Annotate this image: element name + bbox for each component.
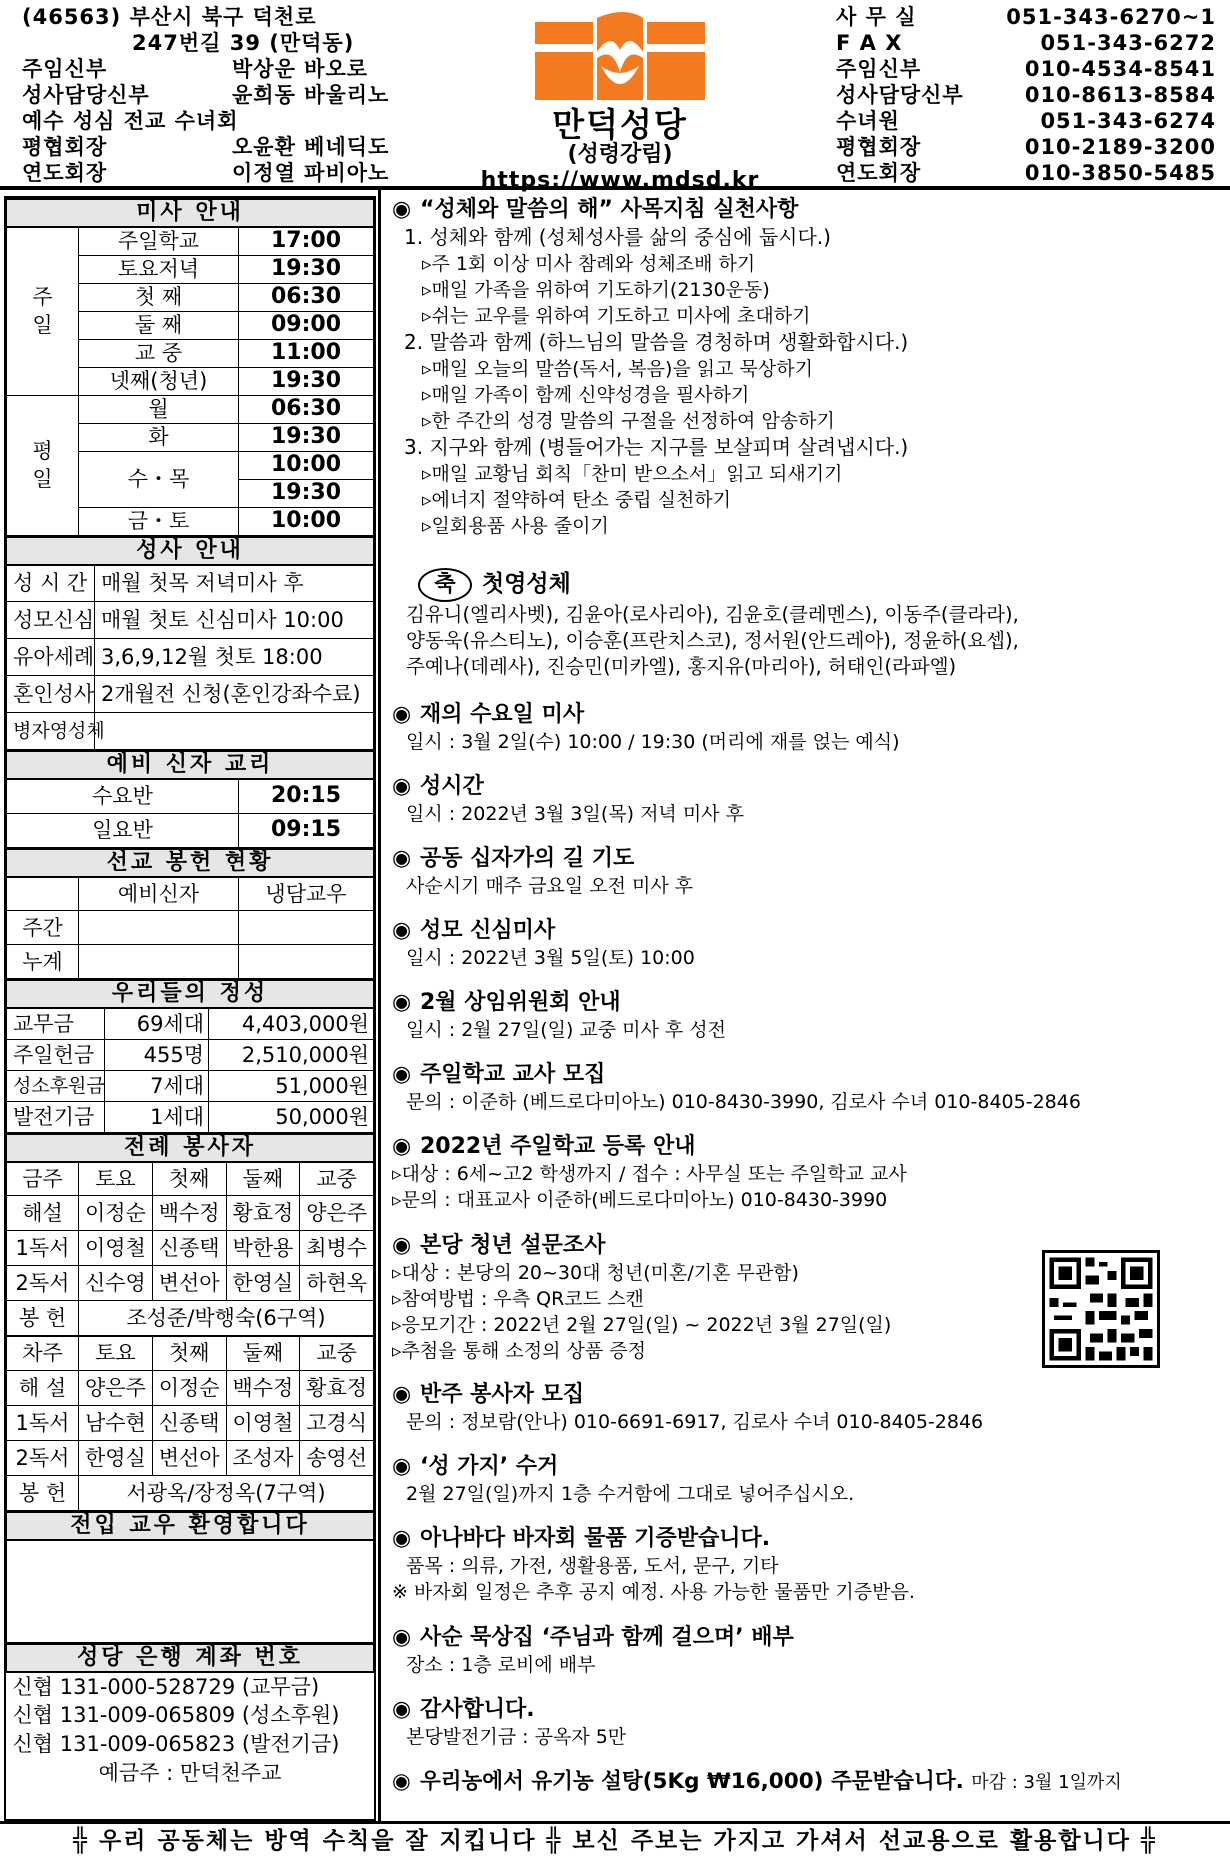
guideline-item: ▹매일 교황님 회칙「찬미 받으소서」읽고 되새기기 xyxy=(422,463,843,485)
sacrament-key: 성모신심 xyxy=(7,602,95,639)
notice-line: 문의 : 정보람(안나) 010-6691-6917, 김로사 수녀 010-8405-2846 xyxy=(406,1411,984,1433)
sacrament-value: 2개월전 신청(혼인강좌수료) xyxy=(95,676,374,713)
notice-line: ▹추첨을 통해 소정의 상품 증정 xyxy=(392,1340,646,1362)
class-time: 20:15 xyxy=(239,779,374,813)
bullet-icon: ◉ xyxy=(392,1526,412,1551)
notice-line: ▹참여방법 : 우측 QR코드 스캔 xyxy=(392,1288,644,1310)
notice-title: ◉ 재의 수요일 미사 xyxy=(392,702,585,727)
bullet-icon: ◉ xyxy=(392,1233,412,1258)
mission-col-header: 예비신자 xyxy=(79,877,239,911)
offering-count: 1세대 xyxy=(105,1101,209,1132)
bullet-icon: ◉ xyxy=(392,197,412,222)
servers-title: 전례 봉사자 xyxy=(7,1134,374,1162)
staff-name: 윤희동 바울리노 xyxy=(232,83,390,107)
guideline-head: 3. 지구와 함께 (병들어가는 지구를 보살피며 살려냅시다.) xyxy=(404,435,909,459)
bank-table xyxy=(6,1643,374,1788)
notice-title: ◉ 반주 봉사자 모집 xyxy=(392,1382,585,1407)
contact-number: 051-343-6270~1 xyxy=(1006,5,1216,29)
header-center xyxy=(470,10,770,194)
server-name: 이영철 xyxy=(79,1231,153,1266)
servers-head: 교중 xyxy=(300,1336,374,1371)
notice-accompanist xyxy=(392,1381,1222,1435)
bullet-icon: ◉ xyxy=(392,702,412,727)
mass-name: 둘 째 xyxy=(79,311,239,339)
sunday-label: 주일 xyxy=(7,227,79,395)
mission-cell xyxy=(79,945,239,979)
sacrament-value: 매월 첫목 저녁미사 후 xyxy=(95,565,374,602)
notice-line: ▹문의 : 대표교사 이준하(베드로다미아노) 010-8430-3990 xyxy=(392,1189,888,1211)
catechumen-table xyxy=(6,750,374,848)
mass-name: 넷째(청년) xyxy=(79,367,239,395)
guideline-item: ▹일회용품 사용 줄이기 xyxy=(422,515,609,537)
mass-name: 주일학교 xyxy=(79,227,239,255)
mass-title: 미사 안내 xyxy=(7,199,374,227)
mass-time: 19:30 xyxy=(239,367,374,395)
notice-palm-collection xyxy=(392,1453,1222,1507)
server-name: 신수영 xyxy=(79,1266,153,1301)
server-name: 황효정 xyxy=(226,1196,300,1231)
contact-label: F A X xyxy=(836,31,903,55)
notice-marian-mass xyxy=(392,917,1222,971)
mass-name: 첫 째 xyxy=(79,283,239,311)
server-name: 양은주 xyxy=(300,1196,374,1231)
bullet-icon: ◉ xyxy=(392,1625,412,1650)
server-name: 이정순 xyxy=(79,1196,153,1231)
header-left-info xyxy=(22,4,422,186)
mass-time: 17:00 xyxy=(239,227,374,255)
notice-title: ◉ 사순 묵상집 ‘주님과 함께 걸으며’ 배부 xyxy=(392,1625,794,1650)
first-communion xyxy=(392,566,1222,680)
offering-amount: 51,000원 xyxy=(209,1070,374,1101)
servers-role: 해설 xyxy=(7,1196,79,1231)
server-name: 양은주 xyxy=(79,1371,153,1406)
mass-time: 06:30 xyxy=(239,283,374,311)
contact-row xyxy=(836,82,1216,108)
column-divider xyxy=(378,190,381,1821)
bullet-icon: ◉ xyxy=(392,1062,412,1087)
notice-title: ◉ ‘성 가지’ 수거 xyxy=(392,1454,559,1479)
server-name: 황효정 xyxy=(300,1371,374,1406)
notice-organic-sugar xyxy=(392,1768,1222,1797)
bank-holder: 예금주 : 만덕천주교 xyxy=(98,1761,282,1785)
guideline-item: ▹주 1회 이상 미사 참례와 성체조배 하기 xyxy=(422,253,756,275)
mass-name: 금・토 xyxy=(79,507,239,535)
communicant-line: 주예나(데레사), 진승민(미카엘), 홍지유(마리아), 허태인(라파엘) xyxy=(406,655,957,678)
offering-key: 성소후원금 xyxy=(7,1070,105,1101)
notice-line: 일시 : 2월 27일(일) 교중 미사 후 성전 xyxy=(406,1019,727,1041)
notice-line: 일시 : 3월 2일(수) 10:00 / 19:30 (머리에 재를 얹는 예식) xyxy=(406,731,900,753)
offering-count: 455명 xyxy=(105,1039,209,1070)
notice-line: 본당발전기금 : 공옥자 5만 xyxy=(406,1726,627,1748)
notice-title: ◉ 성모 신심미사 xyxy=(392,918,556,943)
contact-row xyxy=(836,30,1216,56)
server-name: 박한용 xyxy=(226,1231,300,1266)
server-name: 백수정 xyxy=(226,1371,300,1406)
notice-thanks xyxy=(392,1696,1222,1750)
guideline-head: 2. 말씀과 함께 (하느님의 말씀을 경청하며 생활화합시다.) xyxy=(404,330,909,354)
server-name: 하현옥 xyxy=(300,1266,374,1301)
notice-title: ◉ 2월 상임위원회 안내 xyxy=(392,990,621,1015)
footer-message: ╬ 우리 공동체는 방역 수칙을 잘 지킵니다 ╬ 보신 주보는 가지고 가셔서 선교용으로 활용합니다 ╬ xyxy=(0,1821,1230,1859)
server-offer: 조성준/박행숙(6구역) xyxy=(79,1301,374,1336)
guideline-item: ▹매일 오늘의 말씀(독서, 복음)을 읽고 묵상하기 xyxy=(422,358,813,380)
guideline-item: ▹쉬는 교우를 위하여 기도하고 미사에 초대하기 xyxy=(422,305,811,327)
server-name: 백수정 xyxy=(152,1196,226,1231)
server-name: 신종택 xyxy=(152,1406,226,1441)
sacrament-key: 병자영성체 xyxy=(7,713,95,750)
church-logo-icon xyxy=(535,10,705,102)
notice-lent-booklet xyxy=(392,1624,1222,1678)
welcome-title: 전입 교우 환영합니다 xyxy=(7,1512,374,1540)
notice-stations-of-cross xyxy=(392,845,1222,899)
mission-col-header: 냉담교우 xyxy=(239,877,374,911)
server-name: 한영실 xyxy=(79,1441,153,1476)
sacrament-title: 성사 안내 xyxy=(7,537,374,565)
contact-number: 010-2189-3200 xyxy=(1024,135,1216,159)
staff-row xyxy=(22,56,422,82)
notice-line: ▹대상 : 본당의 20~30대 청년(미혼/기혼 무관함) xyxy=(392,1262,799,1284)
servers-head: 차주 xyxy=(7,1336,79,1371)
offering-title: 우리들의 정성 xyxy=(7,980,374,1008)
notice-line: 장소 : 1층 로비에 배부 xyxy=(406,1654,596,1676)
staff-role: 주임신부 xyxy=(22,57,108,81)
notice-line: 사순시기 매주 금요일 오전 미사 후 xyxy=(406,875,694,897)
notice-deadline: 마감 : 3월 1일까지 xyxy=(971,1772,1122,1793)
notice-title: ◉ 우리농에서 유기농 설탕(5Kg ₩16,000) 주문받습니다. 마감 : 3월 1일까지 xyxy=(392,1769,1122,1794)
guideline-item: ▹매일 가족이 함께 신약성경을 필사하기 xyxy=(422,384,750,406)
notice-line: ▹대상 : 6세~고2 학생까지 / 접수 : 사무실 또는 주일학교 교사 xyxy=(392,1163,907,1185)
notice-bazaar xyxy=(392,1525,1222,1605)
class-time: 09:15 xyxy=(239,813,374,847)
notice-line: 일시 : 2022년 3월 3일(목) 저녁 미사 후 xyxy=(406,803,744,825)
sacrament-value: 매월 첫토 신심미사 10:00 xyxy=(95,602,374,639)
notice-line: ※ 바자회 일정은 추후 공지 예정. 사용 가능한 물품만 기증받음. xyxy=(392,1581,915,1603)
sacrament-value xyxy=(95,713,374,750)
sacrament-key: 혼인성사 xyxy=(7,676,95,713)
contact-row xyxy=(836,108,1216,134)
servers-table xyxy=(6,1133,374,1512)
server-offer: 서광옥/장정옥(7구역) xyxy=(79,1476,374,1511)
notice-youth-survey xyxy=(392,1232,1222,1364)
server-name: 신종택 xyxy=(152,1231,226,1266)
mass-time: 06:30 xyxy=(239,395,374,423)
notice-title: ◉ 본당 청년 설문조사 xyxy=(392,1233,606,1258)
server-name: 이영철 xyxy=(226,1406,300,1441)
offering-table xyxy=(6,979,374,1133)
bullet-icon: ◉ xyxy=(392,1382,412,1407)
notice-title: ◉ 성시간 xyxy=(392,774,484,799)
contact-label: 성사담당신부 xyxy=(836,83,964,107)
servers-head: 금주 xyxy=(7,1162,79,1196)
notice-title: ◉ 감사합니다. xyxy=(392,1697,535,1722)
contact-number: 051-343-6274 xyxy=(1040,109,1216,133)
mass-name: 교 중 xyxy=(79,339,239,367)
offering-amount: 50,000원 xyxy=(209,1101,374,1132)
mass-name: 토요저녁 xyxy=(79,255,239,283)
offering-count: 7세대 xyxy=(105,1070,209,1101)
guideline-item: ▹매일 가족을 위하여 기도하기(2130운동) xyxy=(422,279,770,301)
qr-code-icon[interactable] xyxy=(1042,1250,1160,1368)
servers-head: 토요 xyxy=(79,1162,153,1196)
servers-role: 봉 헌 xyxy=(7,1476,79,1511)
notice-teacher-recruit xyxy=(392,1061,1222,1115)
server-name: 고경식 xyxy=(300,1406,374,1441)
communicant-line: 김유니(엘리사벳), 김윤아(로사리아), 김윤호(클레멘스), 이동주(클라라), xyxy=(406,603,1019,626)
contact-row xyxy=(836,56,1216,82)
notice-title: ◉ 아나바다 바자회 물품 기증받습니다. xyxy=(392,1526,771,1551)
bullet-icon: ◉ xyxy=(392,774,412,799)
servers-role: 2독서 xyxy=(7,1266,79,1301)
mission-row-label: 주간 xyxy=(7,911,79,945)
servers-head: 첫째 xyxy=(152,1336,226,1371)
offering-key: 발전기금 xyxy=(7,1101,105,1132)
bank-account: 신협 131-000-528729 (교무금) xyxy=(12,1674,320,1699)
contact-label: 수녀원 xyxy=(836,109,900,133)
servers-role: 1독서 xyxy=(7,1231,79,1266)
weekday-label: 평일 xyxy=(7,395,79,535)
bullet-icon: ◉ xyxy=(392,918,412,943)
server-name: 최병수 xyxy=(300,1231,374,1266)
mission-corner xyxy=(7,877,79,911)
contact-label: 평협회장 xyxy=(836,135,922,159)
church-name: 만덕성당 xyxy=(552,105,688,144)
notice-title: ◉ “성체와 말씀의 해” 사목지침 실천사항 xyxy=(392,197,799,222)
celebration-badge-icon: 축 xyxy=(418,568,472,602)
bullet-icon: ◉ xyxy=(392,1134,412,1159)
class-name: 일요반 xyxy=(7,813,239,847)
server-name: 한영실 xyxy=(226,1266,300,1301)
staff-role: 평협회장 xyxy=(22,135,108,159)
sacrament-table xyxy=(6,536,374,751)
servers-head: 토요 xyxy=(79,1336,153,1371)
mission-row-label: 누계 xyxy=(7,945,79,979)
servers-head: 둘째 xyxy=(226,1162,300,1196)
mission-cell xyxy=(79,911,239,945)
contact-number: 010-8613-8584 xyxy=(1024,83,1216,107)
servers-head: 첫째 xyxy=(152,1162,226,1196)
server-name: 이정순 xyxy=(152,1371,226,1406)
sacrament-key: 성 시 간 xyxy=(7,565,95,602)
staff-name: 이정열 파비아노 xyxy=(232,161,390,185)
servers-role: 해 설 xyxy=(7,1371,79,1406)
mass-time: 09:00 xyxy=(239,311,374,339)
notice-line: 일시 : 2022년 3월 5일(토) 10:00 xyxy=(406,947,695,969)
servers-role: 1독서 xyxy=(7,1406,79,1441)
mass-time: 10:00 xyxy=(239,507,374,535)
bullet-icon: ◉ xyxy=(392,990,412,1015)
mission-title: 선교 봉헌 현황 xyxy=(7,849,374,877)
mission-table xyxy=(6,848,374,980)
header xyxy=(0,0,1230,193)
server-name: 조성자 xyxy=(226,1441,300,1476)
contact-number: 051-343-6272 xyxy=(1040,31,1216,55)
pastoral-guidelines xyxy=(392,196,1222,539)
staff-role: 성사담당신부 xyxy=(22,83,150,107)
notice-ash-wednesday xyxy=(392,701,1222,755)
mass-time: 19:30 xyxy=(239,255,374,283)
contact-label: 연도회장 xyxy=(836,161,922,185)
offering-key: 주일헌금 xyxy=(7,1039,105,1070)
staff-role: 연도회장 xyxy=(22,161,108,185)
contact-label: 사 무 실 xyxy=(836,5,917,29)
staff-row xyxy=(22,134,422,160)
servers-role: 2독서 xyxy=(7,1441,79,1476)
address-line-1: (46563) 부산시 북구 덕천로 xyxy=(22,5,317,29)
sacrament-value: 3,6,9,12월 첫토 18:00 xyxy=(95,639,374,676)
notice-line: 2월 27일(일)까지 1층 수거함에 그대로 넣어주십시오. xyxy=(406,1483,855,1505)
bullet-icon: ◉ xyxy=(392,1454,412,1479)
mass-time: 19:30 xyxy=(239,479,374,507)
welcome-blank xyxy=(7,1540,374,1642)
contact-label: 주임신부 xyxy=(836,57,922,81)
contact-row xyxy=(836,4,1216,30)
notice-school-registration xyxy=(392,1133,1222,1213)
mass-time: 19:30 xyxy=(239,423,374,451)
bank-account: 신협 131-009-065823 (발전기금) xyxy=(12,1732,340,1756)
notice-line: 품목 : 의류, 가전, 생활용품, 도서, 문구, 기타 xyxy=(406,1555,779,1577)
staff-name: 오윤환 베네딕도 xyxy=(232,135,390,159)
guideline-item: ▹에너지 절약하여 탄소 중립 실천하기 xyxy=(422,489,732,511)
mission-cell xyxy=(239,945,374,979)
address-line-2: 247번길 39 (만덕동) xyxy=(132,31,355,55)
offering-key: 교무금 xyxy=(7,1008,105,1039)
contact-row xyxy=(836,160,1216,186)
offering-amount: 4,403,000원 xyxy=(209,1008,374,1039)
staff-row xyxy=(22,160,422,186)
mass-name: 월 xyxy=(79,395,239,423)
welcome-table xyxy=(6,1511,374,1643)
notice-line: 문의 : 이준하 (베드로다미아노) 010-8430-3990, 김로사 수녀 010-8405-2846 xyxy=(406,1091,1081,1113)
communicant-line: 양동욱(유스티노), 이승훈(프란치스코), 정서원(안드레아), 정윤하(요셉), xyxy=(406,629,1019,652)
server-name: 송영선 xyxy=(300,1441,374,1476)
mass-time: 10:00 xyxy=(239,451,374,479)
church-url-link[interactable]: https://www.mdsd.kr xyxy=(480,168,760,193)
notice-title: ◉ 주일학교 교사 모집 xyxy=(392,1062,606,1087)
bullet-icon: ◉ xyxy=(392,1697,412,1722)
staff-role: 예수 성심 전교 수녀회 xyxy=(22,109,239,133)
notice-title: ◉ 2022년 주일학교 등록 안내 xyxy=(392,1134,696,1159)
notice-title: 축 첫영성체 xyxy=(392,566,1222,602)
guideline-item: ▹한 주간의 성경 말씀의 구절을 선정하여 암송하기 xyxy=(422,410,835,432)
contact-row xyxy=(836,134,1216,160)
mass-name: 수・목 xyxy=(79,451,239,507)
left-column xyxy=(4,196,376,1821)
servers-head: 둘째 xyxy=(226,1336,300,1371)
guideline-head: 1. 성체와 함께 (성체성사를 삶의 중심에 둡시다.) xyxy=(404,225,831,249)
catechumen-title: 예비 신자 교리 xyxy=(7,751,374,779)
offering-count: 69세대 xyxy=(105,1008,209,1039)
contact-number: 010-4534-8541 xyxy=(1024,57,1216,81)
right-column xyxy=(392,196,1222,1821)
server-name: 남수현 xyxy=(79,1406,153,1441)
contact-number: 010-3850-5485 xyxy=(1024,161,1216,185)
notice-holy-hour xyxy=(392,773,1222,827)
bullet-icon: ◉ xyxy=(392,846,412,871)
sacrament-key: 유아세례 xyxy=(7,639,95,676)
staff-name: 박상운 바오로 xyxy=(232,57,369,81)
bank-account: 신협 131-009-065809 (성소후원) xyxy=(12,1703,340,1727)
notice-committee xyxy=(392,989,1222,1043)
notice-line: ▹응모기간 : 2022년 2월 27일(일) ~ 2022년 3월 27일(일) xyxy=(392,1314,892,1336)
mission-cell xyxy=(239,911,374,945)
server-name: 변선아 xyxy=(152,1266,226,1301)
servers-role: 봉 헌 xyxy=(7,1301,79,1336)
staff-row xyxy=(22,82,422,108)
mass-time: 11:00 xyxy=(239,339,374,367)
mass-name: 화 xyxy=(79,423,239,451)
class-name: 수요반 xyxy=(7,779,239,813)
server-name: 변선아 xyxy=(152,1441,226,1476)
staff-row xyxy=(22,108,422,134)
bank-title: 성당 은행 계좌 번호 xyxy=(7,1644,374,1672)
offering-amount: 2,510,000원 xyxy=(209,1039,374,1070)
bullet-icon: ◉ xyxy=(392,1769,411,1794)
mass-schedule-table xyxy=(6,198,374,536)
notice-title: ◉ 공동 십자가의 길 기도 xyxy=(392,846,635,871)
servers-head: 교중 xyxy=(300,1162,374,1196)
church-subtitle: (성령강림) xyxy=(567,142,673,167)
header-right-contacts xyxy=(836,4,1216,186)
